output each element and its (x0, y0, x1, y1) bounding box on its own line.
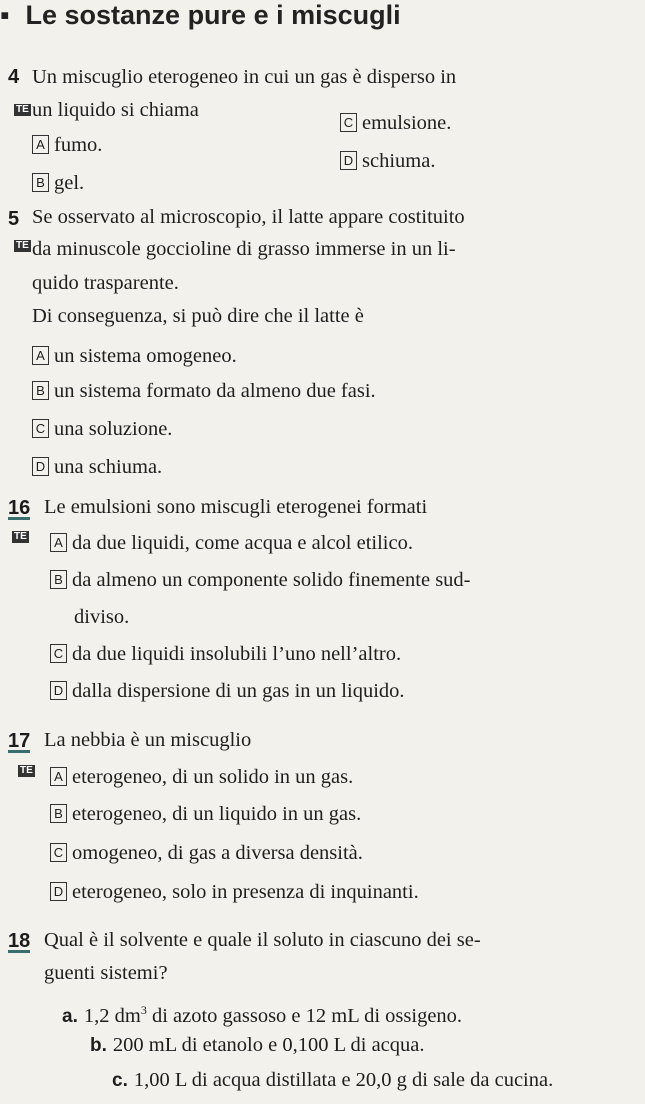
option-a (32, 343, 237, 369)
option-letter-box: A (32, 346, 49, 365)
option-d (50, 879, 419, 905)
option-letter-box: B (32, 381, 49, 400)
option-letter-box: B (50, 804, 67, 823)
question-text: guenti sistemi? (44, 962, 168, 984)
item-c (112, 1067, 553, 1094)
question-text: un liquido si chiama (32, 99, 199, 121)
option-letter-box: D (50, 681, 67, 700)
option-d (50, 678, 405, 704)
option-b (50, 801, 361, 827)
option-text: emulsione. (362, 112, 452, 134)
item-text: 1,00 L di acqua distillata e 20,0 g di sale da cucina. (133, 1069, 554, 1091)
question-number: 17 (8, 730, 31, 752)
question-number: 16 (8, 497, 31, 519)
option-a (50, 530, 413, 556)
option-letter-box: D (50, 882, 67, 901)
question-text: quido trasparente. (32, 272, 179, 294)
header-marker: ▪ (0, 0, 10, 30)
option-text: da due liquidi insolubili l’uno nell’altro. (72, 643, 402, 665)
option-letter-box: B (32, 173, 49, 192)
option-text: gel. (54, 172, 85, 194)
question-text: Le emulsioni sono miscugli eterogenei formati (44, 496, 428, 518)
item-text: di azoto gassoso e 12 mL di ossigeno. (146, 1004, 463, 1027)
question-text: da minuscole goccioline di grasso immerse in un li- (32, 238, 456, 260)
option-b (32, 378, 376, 404)
item-text: 200 mL di etanolo e 0,100 L di acqua. (112, 1034, 425, 1056)
option-text: da almeno un componente solido finemente sud- (72, 569, 471, 591)
option-b-continued: diviso. (74, 606, 130, 628)
item-letter: a. (62, 1005, 78, 1027)
question-tag: TE (16, 240, 29, 251)
item-text: 1,2 dm (83, 1004, 141, 1027)
question-text: La nebbia è un miscuglio (44, 729, 252, 751)
item-superscript: 3 (140, 1003, 147, 1017)
page-header (0, 0, 645, 30)
option-text: omogeneo, di gas a diversa densità. (72, 842, 363, 864)
question-tag: TE (16, 104, 29, 115)
option-a (32, 132, 102, 158)
question-text: Se osservato al microscopio, il latte appare costituito (32, 206, 465, 228)
option-text: una soluzione. (54, 418, 173, 440)
option-letter-box: D (340, 151, 357, 170)
option-letter-box: C (32, 419, 49, 438)
option-letter-box: C (50, 644, 67, 663)
option-d (32, 454, 162, 480)
option-text: fumo. (54, 134, 103, 156)
option-text: una schiuma. (54, 456, 163, 478)
option-text: schiuma. (362, 150, 436, 172)
item-b (90, 1032, 425, 1059)
option-d (340, 148, 435, 174)
item-letter: b. (90, 1035, 107, 1056)
option-letter-box: A (50, 533, 67, 552)
question-tag: TE (14, 531, 27, 542)
option-text: da due liquidi, come acqua e alcol etilico. (72, 532, 413, 554)
option-text: un sistema omogeneo. (54, 345, 237, 367)
option-c (50, 641, 401, 667)
option-text: un sistema formato da almeno due fasi. (54, 380, 376, 402)
header-title: Le sostanze pure e i miscugli (25, 0, 401, 30)
option-text: dalla dispersione di un gas in un liquido. (72, 680, 405, 702)
question-text: Qual è il solvente e quale il soluto in ciascuno dei se- (44, 929, 481, 951)
option-text: eterogeneo, solo in presenza di inquinanti. (72, 881, 419, 903)
option-letter-box: B (50, 570, 67, 589)
option-letter-box: D (32, 457, 49, 476)
question-text: Un miscuglio eterogeneo in cui un gas è disperso in (32, 66, 457, 88)
option-text: eterogeneo, di un liquido in un gas. (72, 803, 362, 825)
item-a (62, 997, 462, 1030)
option-a (50, 764, 353, 790)
question-number: 18 (8, 930, 31, 952)
option-c (50, 840, 363, 866)
question-tag: TE (20, 765, 33, 776)
item-letter: c. (112, 1070, 128, 1091)
option-letter-box: C (50, 843, 67, 862)
option-b (32, 170, 84, 196)
question-number: 5 (8, 208, 20, 230)
option-c (32, 416, 172, 442)
option-letter-box: A (50, 767, 67, 786)
question-text: Di conseguenza, si può dire che il latte è (32, 305, 364, 327)
option-c (340, 110, 451, 136)
option-letter-box: C (340, 113, 357, 132)
option-text: eterogeneo, di un solido in un gas. (72, 766, 354, 788)
question-number: 4 (8, 66, 20, 88)
option-b (50, 567, 471, 593)
option-letter-box: A (32, 135, 49, 154)
